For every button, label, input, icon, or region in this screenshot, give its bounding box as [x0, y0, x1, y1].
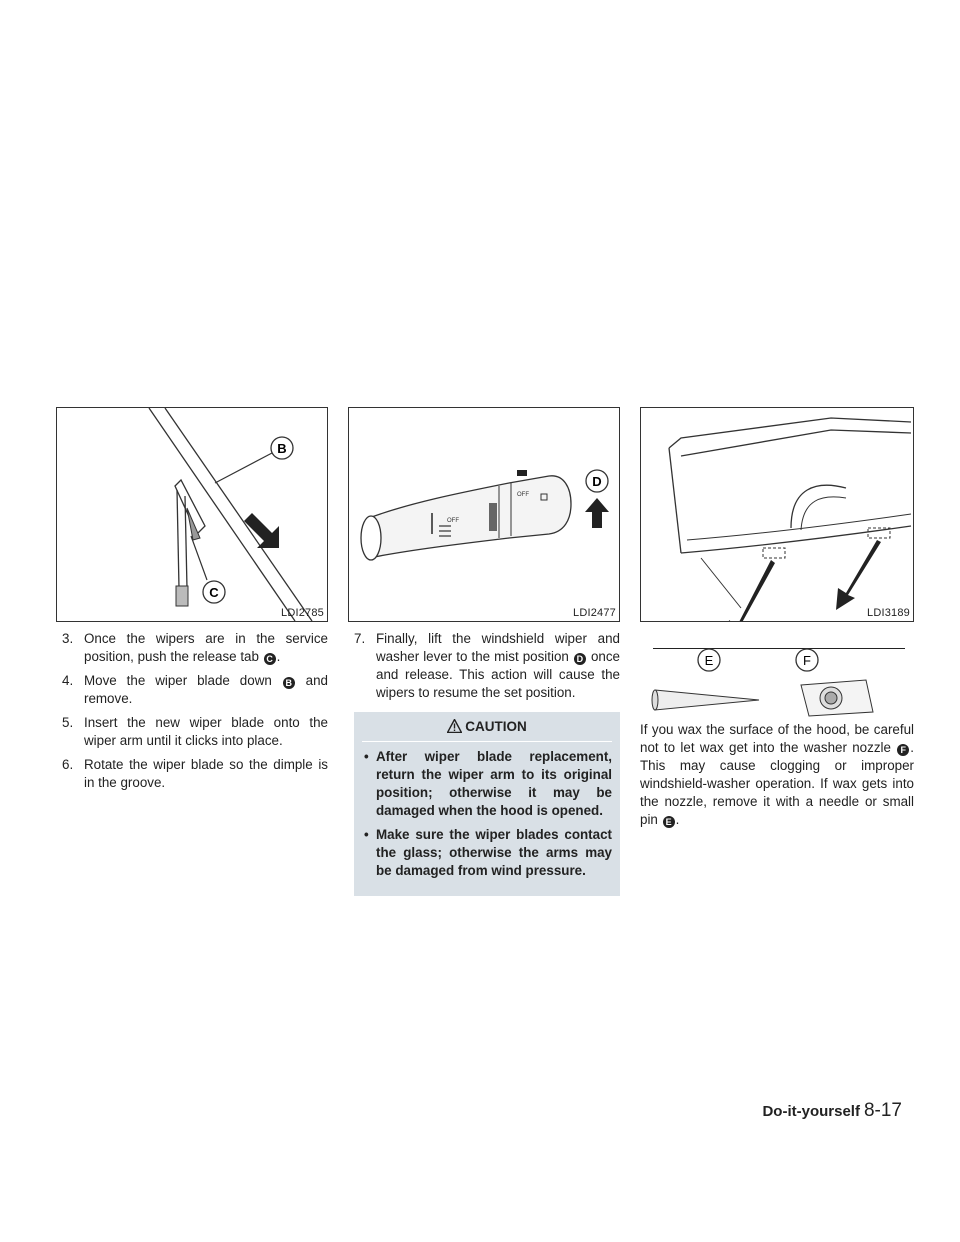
caution-heading: [362, 718, 612, 742]
step-5: [62, 714, 328, 750]
bullet-dot-icon: •: [364, 749, 369, 764]
middle-column: [354, 630, 620, 896]
arrow-to-nozzle-left-icon: [727, 560, 775, 621]
step-number: 3.: [62, 631, 74, 646]
caution-box: [354, 712, 620, 896]
footer-section: Do-it-yourself: [762, 1103, 860, 1120]
step-7: [354, 630, 620, 702]
step-text: Once the wipers are in the service position, push the release tab: [84, 631, 328, 664]
bullet-dot-icon: •: [364, 827, 369, 842]
lever-off-text-1: OFF: [517, 492, 529, 498]
label-d: D: [592, 474, 602, 489]
figure-wiper-release: [56, 407, 328, 622]
label-f: F: [803, 653, 811, 668]
label-c: C: [209, 585, 219, 600]
callout-d-icon: D: [574, 653, 586, 665]
figure-code: LDI3189: [867, 607, 910, 619]
up-arrow-icon: [585, 498, 609, 528]
step-number: 6.: [62, 757, 74, 772]
step-text: Rotate the wiper blade so the dimple is in the groove.: [84, 757, 328, 790]
caution-bullet: [362, 826, 612, 880]
step-number: 7.: [354, 631, 366, 646]
callout-b-icon: B: [283, 677, 295, 689]
figure-code: LDI2477: [573, 607, 616, 619]
paragraph-text: .: [675, 812, 680, 827]
step-text-end: .: [276, 649, 281, 664]
figure-washer-nozzle: [640, 407, 914, 622]
step-number: 5.: [62, 715, 74, 730]
callout-c-icon: C: [264, 653, 276, 665]
callout-e-icon: E: [663, 816, 675, 828]
page-footer: [762, 1100, 902, 1122]
paragraph-text: If you wax the surface of the hood, be careful not to let wax get into the washer nozzle: [640, 722, 914, 755]
step-text: Finally, lift the windshield wiper and washer lever to the mist position: [376, 631, 620, 664]
hood-nozzle-illustration: [641, 408, 913, 621]
wiper-lever-illustration: [349, 408, 619, 621]
step-4: [62, 672, 328, 708]
left-column: [62, 630, 328, 798]
page-number: 8-17: [863, 1100, 902, 1121]
warning-triangle-icon: [447, 719, 462, 733]
label-e: E: [704, 653, 714, 668]
step-text: Move the wiper blade down: [84, 673, 282, 688]
step-text-end: and remove.: [84, 673, 328, 706]
step-3: [62, 630, 328, 666]
lever-off-text-2: OFF: [447, 518, 459, 524]
step-6: [62, 756, 328, 792]
wiper-arm-illustration: [57, 408, 327, 621]
figure-wiper-lever: [348, 407, 620, 622]
caution-bullet: [362, 748, 612, 820]
arrow-to-nozzle-right-icon: [836, 540, 881, 610]
step-text-end: once and release. This action will cause the wipers to resume the set position.: [376, 649, 620, 700]
figure-code: LDI2785: [281, 607, 324, 619]
paragraph-text: . This may cause clogging or improper windshield-washer operation. If wax gets into the nozzle, remove it with a needle or small pin: [640, 740, 914, 827]
caution-bullet-text: Make sure the wiper blades contact the glass; otherwise the arms may be damaged from wind pressure.: [376, 827, 612, 878]
callout-f-icon: F: [897, 744, 909, 756]
step-number: 4.: [62, 673, 74, 688]
caution-title: CAUTION: [465, 719, 527, 734]
label-b: B: [277, 441, 287, 456]
right-column: [640, 627, 914, 829]
caution-bullet-text: After wiper blade replacement, return the wiper arm to its original position; otherwise it may be damaged when the hood is opened.: [376, 749, 612, 818]
step-text: Insert the new wiper blade onto the wiper arm until it clicks into place.: [84, 715, 328, 748]
wax-warning-paragraph: [640, 721, 914, 829]
